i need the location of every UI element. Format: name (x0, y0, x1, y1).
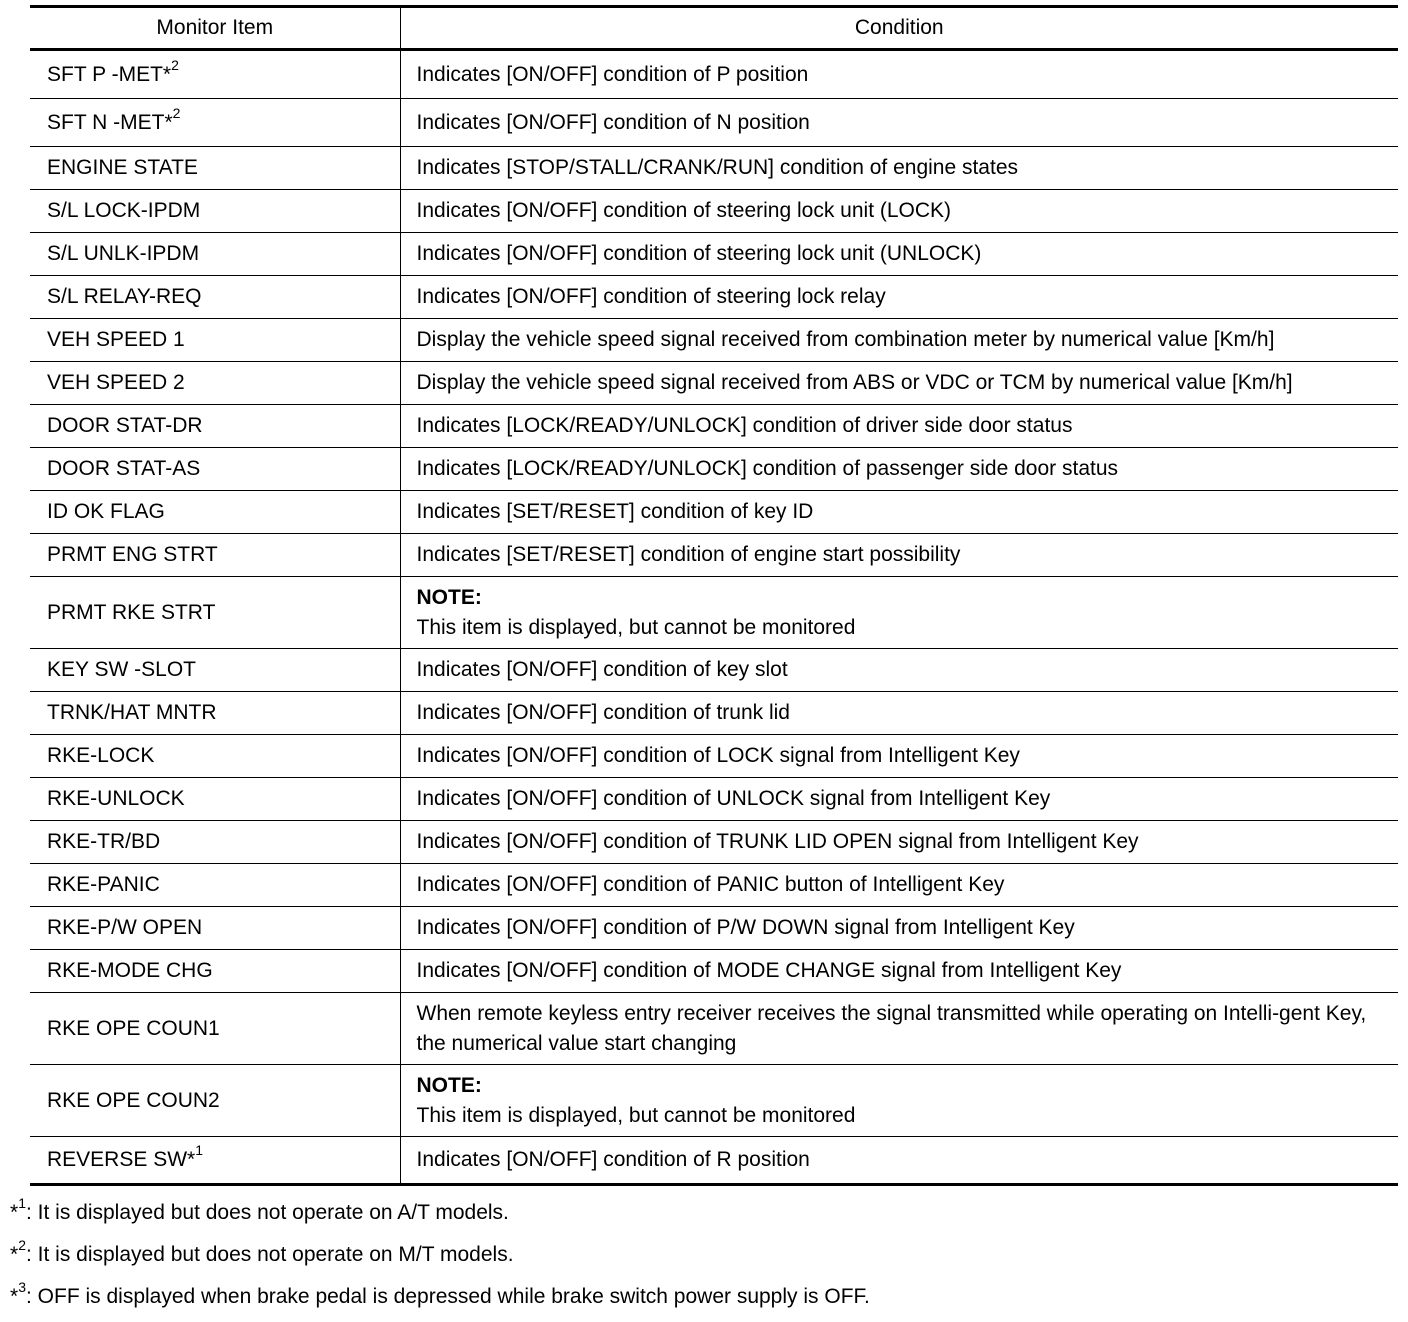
monitor-item-cell (30, 233, 400, 276)
monitor-item-cell (30, 276, 400, 319)
monitor-item-cell (30, 577, 400, 649)
condition-text: Indicates [LOCK/READY/UNLOCK] condition of driver side door status (416, 414, 1073, 437)
condition-cell (400, 649, 1398, 692)
monitor-item-cell (30, 362, 400, 405)
condition-cell (400, 864, 1398, 907)
condition-cell (400, 319, 1398, 362)
table-row (30, 735, 1398, 778)
footnote (10, 1196, 1390, 1238)
condition-cell (400, 99, 1398, 147)
condition-text: Indicates [ON/OFF] condition of TRUNK LID OPEN signal from Intelligent Key (416, 830, 1139, 853)
monitor-item-label: RKE-P/W OPEN (47, 916, 203, 939)
table-row (30, 319, 1398, 362)
table-header-row (30, 7, 1398, 50)
condition-text: Indicates [ON/OFF] condition of MODE CHANGE signal from Intelligent Key (416, 959, 1122, 982)
footnote-mark: * (10, 1243, 19, 1266)
monitor-item-table (30, 5, 1398, 1186)
table-row (30, 577, 1398, 649)
condition-cell (400, 1137, 1398, 1185)
monitor-item-label: PRMT RKE STRT (47, 600, 216, 624)
header-monitor-item: Monitor Item (30, 7, 400, 50)
table-row (30, 50, 1398, 99)
monitor-item-cell (30, 950, 400, 993)
monitor-item-cell (30, 692, 400, 735)
footnote-reference: 2 (172, 104, 181, 121)
monitor-item-label: REVERSE SW* (47, 1148, 196, 1171)
condition-cell (400, 778, 1398, 821)
table-row (30, 405, 1398, 448)
monitor-item-label: RKE-UNLOCK (47, 787, 185, 810)
monitor-item-cell (30, 190, 400, 233)
monitor-item-cell (30, 491, 400, 534)
monitor-item-label: DOOR STAT-DR (47, 414, 203, 437)
footnote-text: : It is displayed but does not operate on A/T models. (25, 1201, 509, 1224)
monitor-item-label: DOOR STAT-AS (47, 457, 201, 480)
table-row (30, 1065, 1398, 1137)
condition-text: Indicates [LOCK/READY/UNLOCK] condition of passenger side door status (416, 457, 1119, 480)
condition-cell (400, 448, 1398, 491)
condition-text: Indicates [STOP/STALL/CRANK/RUN] condition of engine states (416, 156, 1019, 179)
condition-text: Indicates [ON/OFF] condition of UNLOCK signal from Intelligent Key (416, 787, 1051, 810)
monitor-item-cell (30, 1137, 400, 1185)
monitor-item-label: RKE-MODE CHG (47, 959, 213, 982)
monitor-item-cell (30, 907, 400, 950)
table-row (30, 778, 1398, 821)
footnote-reference: 2 (171, 56, 179, 73)
condition-cell (400, 1065, 1398, 1137)
condition-text: Indicates [ON/OFF] condition of trunk lid (416, 701, 790, 724)
condition-cell (400, 362, 1398, 405)
footnote-text: : It is displayed but does not operate on M/T models. (25, 1243, 514, 1266)
footnote (10, 1280, 1390, 1322)
monitor-item-cell (30, 147, 400, 190)
condition-cell (400, 950, 1398, 993)
condition-text: Indicates [ON/OFF] condition of P/W DOWN signal from Intelligent Key (416, 916, 1075, 939)
monitor-item-label: VEH SPEED 2 (47, 371, 185, 394)
table-row (30, 649, 1398, 692)
monitor-item-cell (30, 864, 400, 907)
table-row (30, 1137, 1398, 1185)
condition-text: Indicates [ON/OFF] condition of P position (416, 62, 809, 86)
condition-cell (400, 276, 1398, 319)
condition-cell (400, 577, 1398, 649)
footnote-mark: * (10, 1285, 19, 1308)
table-row (30, 864, 1398, 907)
monitor-item-cell (30, 778, 400, 821)
monitor-item-label: RKE OPE COUN2 (47, 1088, 220, 1112)
condition-cell (400, 735, 1398, 778)
table-row (30, 534, 1398, 577)
footnote-number: 1 (18, 1195, 26, 1211)
condition-cell (400, 534, 1398, 577)
monitor-item-cell (30, 99, 400, 147)
table-row (30, 99, 1398, 147)
monitor-item-cell (30, 649, 400, 692)
monitor-item-cell (30, 319, 400, 362)
monitor-item-label: RKE OPE COUN1 (47, 1016, 220, 1040)
monitor-item-cell (30, 735, 400, 778)
footnote (10, 1238, 1390, 1280)
monitor-item-label: SFT N -MET* (47, 110, 173, 134)
monitor-item-label: RKE-LOCK (47, 744, 155, 767)
footnote-mark: * (10, 1201, 19, 1224)
condition-text: Display the vehicle speed signal received from ABS or VDC or TCM by numerical value [Km/h] (416, 371, 1293, 394)
condition-text: Indicates [SET/RESET] condition of key ID (416, 500, 814, 523)
condition-text: Indicates [ON/OFF] condition of steering lock relay (416, 285, 886, 308)
monitor-item-label: SFT P -MET* (47, 62, 172, 86)
table-row (30, 233, 1398, 276)
condition-cell (400, 692, 1398, 735)
monitor-item-label: S/L RELAY-REQ (47, 285, 202, 308)
monitor-item-cell (30, 448, 400, 491)
header-condition: Condition (400, 7, 1398, 50)
condition-text: Display the vehicle speed signal received from combination meter by numerical value [Km/h] (416, 328, 1275, 351)
condition-text: Indicates [ON/OFF] condition of R position (416, 1148, 810, 1171)
condition-cell (400, 405, 1398, 448)
table-row (30, 276, 1398, 319)
table-row (30, 362, 1398, 405)
condition-cell (400, 190, 1398, 233)
table-row (30, 491, 1398, 534)
condition-cell (400, 147, 1398, 190)
note-label: NOTE: (416, 1073, 482, 1097)
table-row (30, 190, 1398, 233)
condition-text: Indicates [ON/OFF] condition of LOCK signal from Intelligent Key (416, 744, 1020, 767)
condition-text: Indicates [SET/RESET] condition of engine start possibility (416, 543, 961, 566)
table-row (30, 993, 1398, 1065)
table-row (30, 950, 1398, 993)
monitor-item-label: PRMT ENG STRT (47, 543, 218, 566)
condition-text: When remote keyless entry receiver receives the signal transmitted while operating on Intelli-gent Key, the numerical value start changing (416, 1001, 1367, 1055)
condition-text: Indicates [ON/OFF] condition of N position (416, 110, 810, 134)
footnote-number: 3 (18, 1279, 26, 1295)
monitor-item-cell (30, 993, 400, 1065)
note-label: NOTE: (416, 585, 482, 609)
condition-cell (400, 50, 1398, 99)
footnote-text: : OFF is displayed when brake pedal is depressed while brake switch power supply is OFF. (25, 1285, 870, 1308)
monitor-item-label: RKE-TR/BD (47, 830, 161, 853)
table-row (30, 147, 1398, 190)
footnote-reference: 1 (195, 1142, 203, 1158)
condition-text: This item is displayed, but cannot be monitored (416, 1103, 856, 1127)
monitor-item-label: TRNK/HAT MNTR (47, 701, 217, 724)
monitor-item-label: VEH SPEED 1 (47, 328, 185, 351)
condition-text: Indicates [ON/OFF] condition of key slot (416, 658, 788, 681)
monitor-item-label: S/L UNLK-IPDM (47, 242, 200, 265)
monitor-item-label: ENGINE STATE (47, 156, 198, 179)
condition-text: Indicates [ON/OFF] condition of steering lock unit (UNLOCK) (416, 242, 982, 265)
monitor-item-cell (30, 50, 400, 99)
table-row (30, 821, 1398, 864)
condition-cell (400, 993, 1398, 1065)
table-row (30, 907, 1398, 950)
condition-cell (400, 491, 1398, 534)
condition-cell (400, 907, 1398, 950)
monitor-item-cell (30, 1065, 400, 1137)
monitor-item-label: KEY SW -SLOT (47, 658, 196, 681)
monitor-item-cell (30, 405, 400, 448)
monitor-item-cell (30, 534, 400, 577)
footnotes (10, 1196, 1390, 1322)
footnote-number: 2 (18, 1237, 26, 1253)
condition-text: This item is displayed, but cannot be monitored (416, 615, 856, 639)
condition-cell (400, 233, 1398, 276)
condition-cell (400, 821, 1398, 864)
monitor-item-cell (30, 821, 400, 864)
table-row (30, 692, 1398, 735)
condition-text: Indicates [ON/OFF] condition of steering lock unit (LOCK) (416, 199, 952, 222)
monitor-item-label: S/L LOCK-IPDM (47, 199, 201, 222)
monitor-item-label: RKE-PANIC (47, 873, 160, 896)
condition-text: Indicates [ON/OFF] condition of PANIC button of Intelligent Key (416, 873, 1005, 896)
monitor-item-label: ID OK FLAG (47, 500, 165, 523)
table-row (30, 448, 1398, 491)
